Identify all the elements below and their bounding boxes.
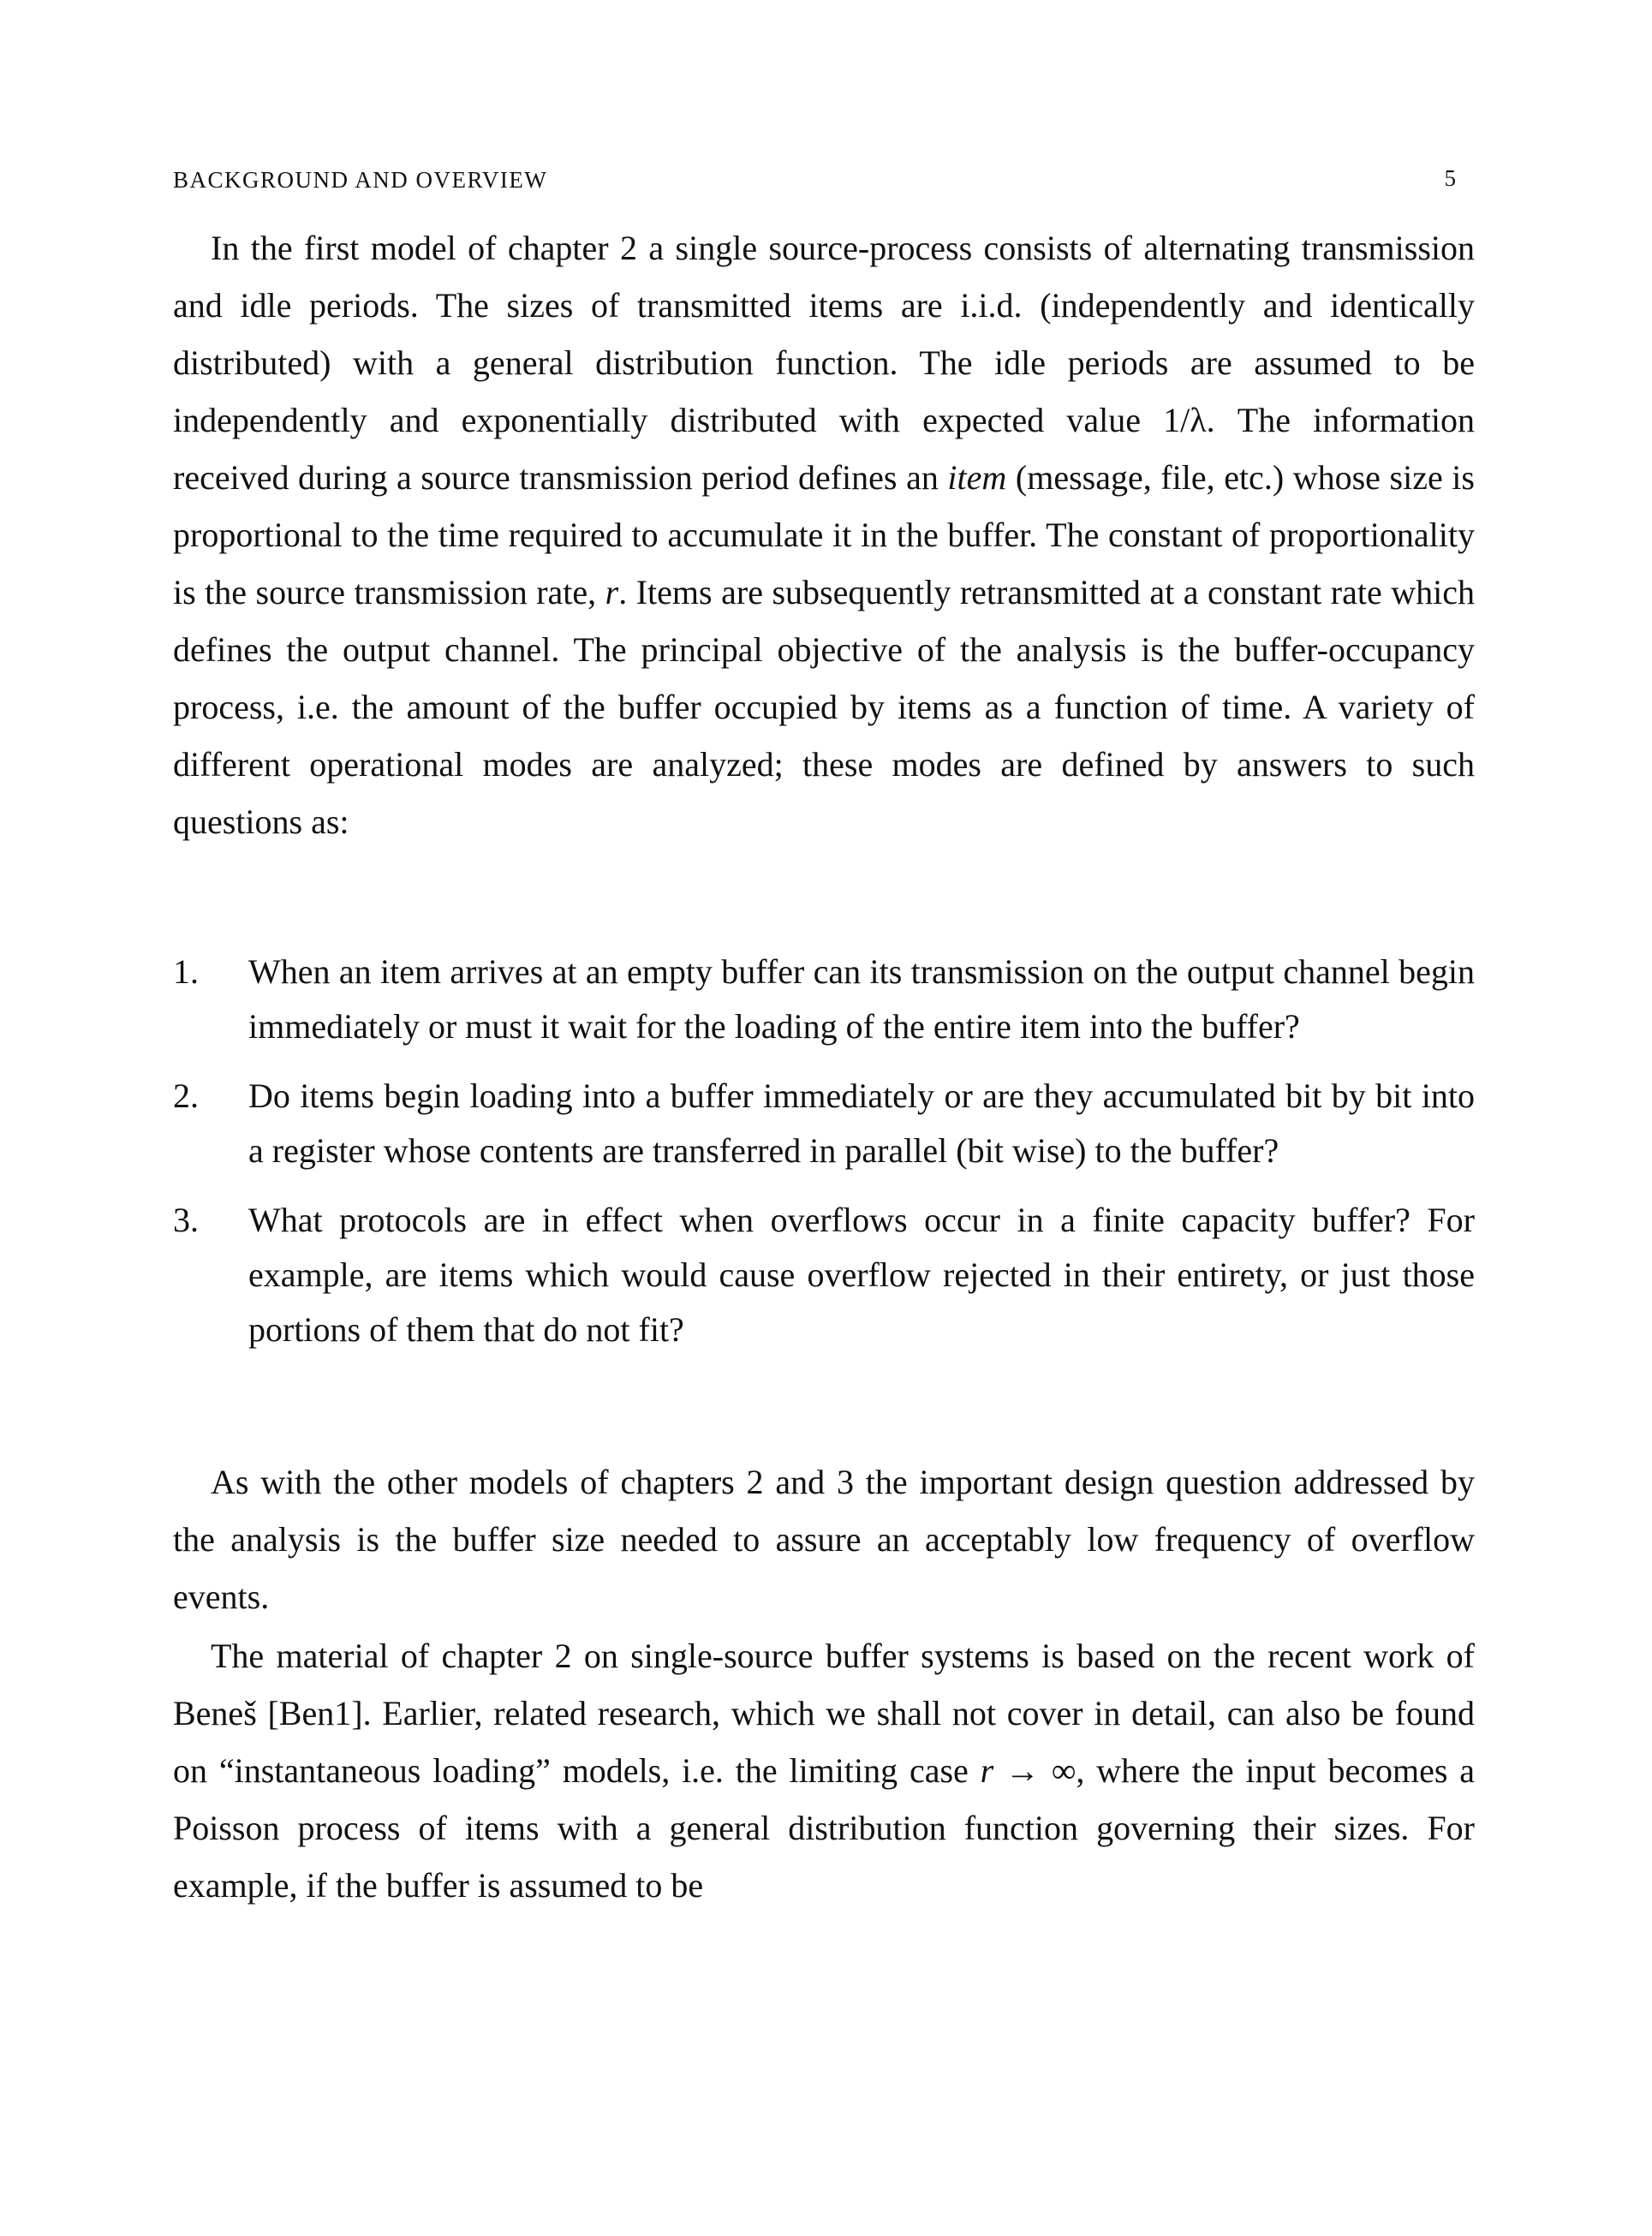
paragraph-text: . Items are subsequently retransmitted at a constant rate which defines the output channel. The principal objective of the analysis is the buffer-occupancy process, i.e. the amount of the buffer occupied by items as a function of time. A variety of different operational modes are analyzed; these modes are defined by answers to such questions as: xyxy=(173,573,1476,841)
list-item-number: 2. xyxy=(173,1076,199,1115)
list-item-text: Do items begin loading into a buffer immediately or are they accumulated bit by bit into a register whose contents are transferred in parallel (bit wise) to the buffer? xyxy=(248,1076,1475,1170)
running-head: BACKGROUND AND OVERVIEW xyxy=(173,167,548,193)
paragraph-text: In the first model of chapter 2 a single source-process consists of alternating transmission and idle periods. The sizes of transmitted items are i.i.d. (independently and identically distributed) with a general distribution function. The idle periods are assumed to be independently and exponentially distributed with expected value 1/λ. The information received during a source transmission period defines an xyxy=(173,229,1475,497)
italic-term-item: item xyxy=(947,458,1007,497)
page-body xyxy=(173,219,1475,1914)
questions-list xyxy=(173,945,1475,1357)
paragraph-design-question: As with the other models of chapters 2 and 3 the important design question addressed by the analysis is the buffer size needed to assure an acceptably low frequency of overflow events. xyxy=(173,1463,1475,1616)
paragraph-first-model xyxy=(173,219,1475,850)
italic-symbol-r: r xyxy=(980,1751,994,1790)
paragraph-text: , where the input becomes a Poisson process of items with a general distribution function governing their sizes. For example, if the buffer is assumed to be xyxy=(173,1751,1476,1905)
list-item-number: 3. xyxy=(173,1201,199,1239)
limit-expression: → ∞ xyxy=(993,1751,1076,1790)
list-item xyxy=(173,1069,1475,1178)
page-number: 5 xyxy=(1444,165,1456,191)
paragraph-text: (message, file, etc.) whose size is proportional to the time required to accumulate it in the buffer. The constant of proportionality is the source transmission rate, xyxy=(173,458,1475,611)
list-item xyxy=(173,1193,1475,1357)
page-header xyxy=(173,161,1475,199)
paragraph-text: The material of chapter 2 on single-source buffer systems is based on the recent work of Beneš [Ben1]. Earlier, related research, which we shall not cover in detail, can also be found on “instantaneous loading” models, i.e. the limiting case xyxy=(173,1637,1475,1790)
italic-symbol-r: r xyxy=(605,573,619,611)
list-item-text: What protocols are in effect when overflows occur in a finite capacity buffer? For example, are items which would cause overflow rejected in their entirety, or just those portions of them that do not fit? xyxy=(248,1201,1475,1349)
list-item-number: 1. xyxy=(173,952,199,991)
paragraph-single-source xyxy=(173,1627,1475,1914)
list-item-text: When an item arrives at an empty buffer can its transmission on the output channel begin immediately or must it wait for the loading of the entire item into the buffer? xyxy=(248,952,1475,1046)
list-item xyxy=(173,945,1475,1054)
